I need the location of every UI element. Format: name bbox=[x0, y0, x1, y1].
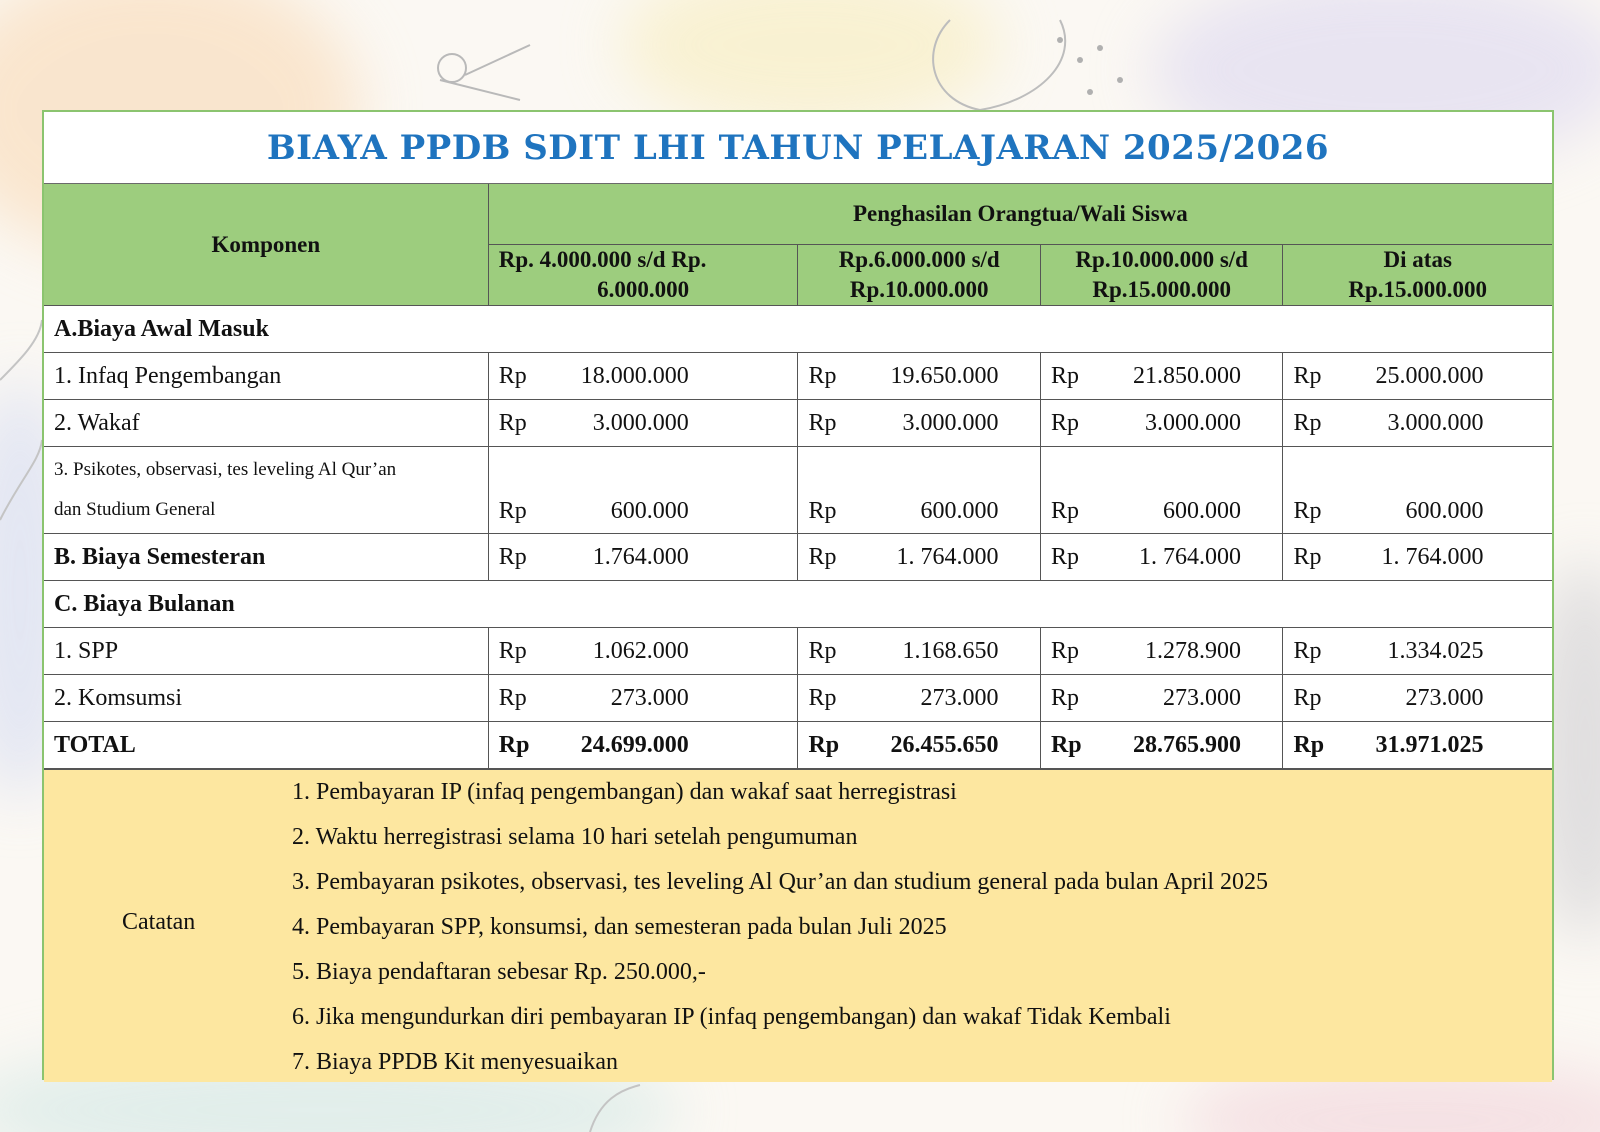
total-value: 31.971.025 bbox=[1375, 731, 1484, 758]
amount-value: 25.000.000 bbox=[1375, 362, 1484, 389]
section-label: C. Biaya Bulanan bbox=[44, 581, 1552, 628]
amount-value: 3.000.000 bbox=[592, 409, 689, 436]
amount-cell bbox=[1040, 353, 1282, 400]
amount-cell bbox=[488, 353, 798, 400]
amount-cell bbox=[488, 447, 798, 534]
amount-value: 1.168.650 bbox=[902, 637, 999, 664]
fee-card bbox=[42, 110, 1554, 1080]
table-row-infaq bbox=[44, 353, 1552, 400]
currency-label: Rp bbox=[1293, 498, 1322, 524]
note-item: 2. Waktu herregistrasi selama 10 hari setelah pengumuman bbox=[292, 824, 858, 850]
table-header-row-1 bbox=[44, 184, 1552, 245]
income-band-2-line2: Rp.10.000.000 bbox=[849, 277, 989, 302]
amount-cell bbox=[1040, 675, 1282, 722]
amount-value: 1. 764.000 bbox=[1138, 543, 1241, 570]
table-row-total bbox=[44, 722, 1552, 769]
amount-cell bbox=[1040, 534, 1282, 581]
currency-label: Rp bbox=[1050, 498, 1079, 524]
row-label: 2. Komsumsi bbox=[44, 675, 488, 722]
amount-cell bbox=[1283, 628, 1552, 675]
currency-label: Rp bbox=[1050, 543, 1079, 570]
scissors-sketch bbox=[438, 45, 530, 100]
strawberry-sketch bbox=[933, 20, 1065, 110]
amount-cell bbox=[1283, 447, 1552, 534]
notes-label: Catatan bbox=[122, 909, 196, 935]
income-band-2-line1: Rp.6.000.000 s/d bbox=[838, 247, 1000, 272]
note-item: 7. Biaya PPDB Kit menyesuaikan bbox=[292, 1049, 618, 1075]
row-label: 2. Wakaf bbox=[44, 400, 488, 447]
table-row-wakaf bbox=[44, 400, 1552, 447]
row-label: B. Biaya Semesteran bbox=[44, 534, 488, 581]
amount-value: 600.000 bbox=[1405, 498, 1484, 524]
amount-value: 1.278.900 bbox=[1144, 637, 1241, 664]
currency-label: Rp bbox=[1293, 731, 1325, 758]
amount-cell bbox=[798, 675, 1040, 722]
income-band-2 bbox=[798, 245, 1040, 306]
income-band-1-line1: Rp. 4.000.000 s/d Rp. bbox=[498, 247, 707, 272]
amount-cell bbox=[798, 628, 1040, 675]
note-item: 3. Pembayaran psikotes, observasi, tes leveling Al Qur’an dan studium general pada bulan April 2025 bbox=[292, 869, 1269, 895]
amount-cell bbox=[488, 628, 798, 675]
total-cell bbox=[1040, 722, 1282, 769]
currency-label: Rp bbox=[808, 409, 837, 436]
table-row-konsumsi bbox=[44, 675, 1552, 722]
income-group-header: Penghasilan Orangtua/Wali Siswa bbox=[488, 184, 1552, 245]
currency-label: Rp bbox=[498, 498, 527, 524]
amount-cell bbox=[488, 675, 798, 722]
table-row-spp bbox=[44, 628, 1552, 675]
currency-label: Rp bbox=[498, 684, 527, 711]
currency-label: Rp bbox=[1293, 684, 1322, 711]
amount-value: 1.764.000 bbox=[592, 543, 689, 570]
row-label: 1. Infaq Pengembangan bbox=[44, 353, 488, 400]
currency-label: Rp bbox=[1050, 684, 1079, 711]
total-cell bbox=[798, 722, 1040, 769]
table-row-semesteran bbox=[44, 534, 1552, 581]
income-band-1-line2: 6.000.000 bbox=[597, 277, 690, 302]
component-header: Komponen bbox=[44, 184, 488, 306]
amount-cell bbox=[1040, 628, 1282, 675]
amount-value: 600.000 bbox=[1162, 498, 1241, 524]
amount-value: 1. 764.000 bbox=[896, 543, 999, 570]
amount-value: 3.000.000 bbox=[1144, 409, 1241, 436]
note-item: 6. Jika mengundurkan diri pembayaran IP (infaq pengembangan) dan wakaf Tidak Kembali bbox=[292, 1004, 1171, 1030]
total-cell bbox=[488, 722, 798, 769]
total-label: TOTAL bbox=[44, 722, 488, 769]
amount-cell bbox=[488, 400, 798, 447]
total-value: 28.765.900 bbox=[1132, 731, 1241, 758]
income-band-3-line1: Rp.10.000.000 s/d bbox=[1075, 247, 1248, 272]
amount-cell bbox=[1283, 675, 1552, 722]
amount-value: 19.650.000 bbox=[890, 362, 999, 389]
currency-label: Rp bbox=[498, 543, 527, 570]
amount-value: 1.062.000 bbox=[592, 637, 689, 664]
amount-value: 273.000 bbox=[1162, 684, 1241, 711]
row-label bbox=[44, 447, 488, 534]
page-title: BIAYA PPDB SDIT LHI TAHUN PELAJARAN 2025/2026 bbox=[44, 112, 1552, 184]
income-band-3-line2: Rp.15.000.000 bbox=[1092, 277, 1232, 302]
amount-value: 1. 764.000 bbox=[1381, 543, 1484, 570]
currency-label: Rp bbox=[1293, 543, 1322, 570]
amount-value: 18.000.000 bbox=[580, 362, 689, 389]
amount-value: 600.000 bbox=[920, 498, 999, 524]
income-band-3 bbox=[1040, 245, 1282, 306]
currency-label: Rp bbox=[1050, 637, 1079, 664]
amount-cell bbox=[798, 447, 1040, 534]
currency-label: Rp bbox=[808, 684, 837, 711]
income-band-4-line1: Di atas bbox=[1383, 247, 1452, 272]
amount-value: 21.850.000 bbox=[1132, 362, 1241, 389]
amount-value: 1.334.025 bbox=[1387, 637, 1484, 664]
amount-value: 273.000 bbox=[1405, 684, 1484, 711]
currency-label: Rp bbox=[498, 409, 527, 436]
notes-section bbox=[44, 769, 1552, 1082]
currency-label: Rp bbox=[1050, 731, 1082, 758]
income-band-4 bbox=[1283, 245, 1552, 306]
strawberry-seeds bbox=[1057, 37, 1123, 95]
row-label-line2: dan Studium General bbox=[54, 499, 216, 520]
income-band-4-line2: Rp.15.000.000 bbox=[1348, 277, 1488, 302]
amount-cell bbox=[798, 534, 1040, 581]
currency-label: Rp bbox=[498, 731, 530, 758]
currency-label: Rp bbox=[1050, 362, 1079, 389]
section-row-bulanan bbox=[44, 581, 1552, 628]
amount-cell bbox=[1283, 400, 1552, 447]
amount-cell bbox=[1040, 447, 1282, 534]
amount-cell bbox=[798, 353, 1040, 400]
currency-label: Rp bbox=[808, 362, 837, 389]
income-band-1 bbox=[488, 245, 798, 306]
row-label-line1: 3. Psikotes, observasi, tes leveling Al Qur’an bbox=[54, 459, 397, 480]
amount-cell bbox=[1283, 353, 1552, 400]
currency-label: Rp bbox=[808, 498, 837, 524]
section-row-awal-masuk bbox=[44, 306, 1552, 353]
amount-value: 600.000 bbox=[610, 498, 689, 524]
currency-label: Rp bbox=[808, 543, 837, 570]
amount-cell bbox=[488, 534, 798, 581]
currency-label: Rp bbox=[808, 637, 837, 664]
row-label: 1. SPP bbox=[44, 628, 488, 675]
note-item: 4. Pembayaran SPP, konsumsi, dan semesteran pada bulan Juli 2025 bbox=[292, 914, 947, 940]
amount-cell bbox=[1040, 400, 1282, 447]
currency-label: Rp bbox=[1293, 637, 1322, 664]
note-item: 5. Biaya pendaftaran sebesar Rp. 250.000,- bbox=[292, 959, 706, 985]
total-value: 24.699.000 bbox=[580, 731, 689, 758]
amount-value: 3.000.000 bbox=[902, 409, 999, 436]
notes-list bbox=[292, 770, 1268, 1085]
currency-label: Rp bbox=[808, 731, 840, 758]
amount-cell bbox=[1283, 534, 1552, 581]
amount-value: 273.000 bbox=[610, 684, 689, 711]
total-cell bbox=[1283, 722, 1552, 769]
total-value: 26.455.650 bbox=[890, 731, 999, 758]
fee-table bbox=[44, 184, 1552, 769]
currency-label: Rp bbox=[1293, 362, 1322, 389]
amount-cell bbox=[798, 400, 1040, 447]
currency-label: Rp bbox=[1050, 409, 1079, 436]
amount-value: 273.000 bbox=[920, 684, 999, 711]
currency-label: Rp bbox=[498, 362, 527, 389]
section-label: A.Biaya Awal Masuk bbox=[44, 306, 1552, 353]
note-item: 1. Pembayaran IP (infaq pengembangan) dan wakaf saat herregistrasi bbox=[292, 779, 957, 805]
currency-label: Rp bbox=[1293, 409, 1322, 436]
table-row-psikotes bbox=[44, 447, 1552, 534]
amount-value: 3.000.000 bbox=[1387, 409, 1484, 436]
currency-label: Rp bbox=[498, 637, 527, 664]
